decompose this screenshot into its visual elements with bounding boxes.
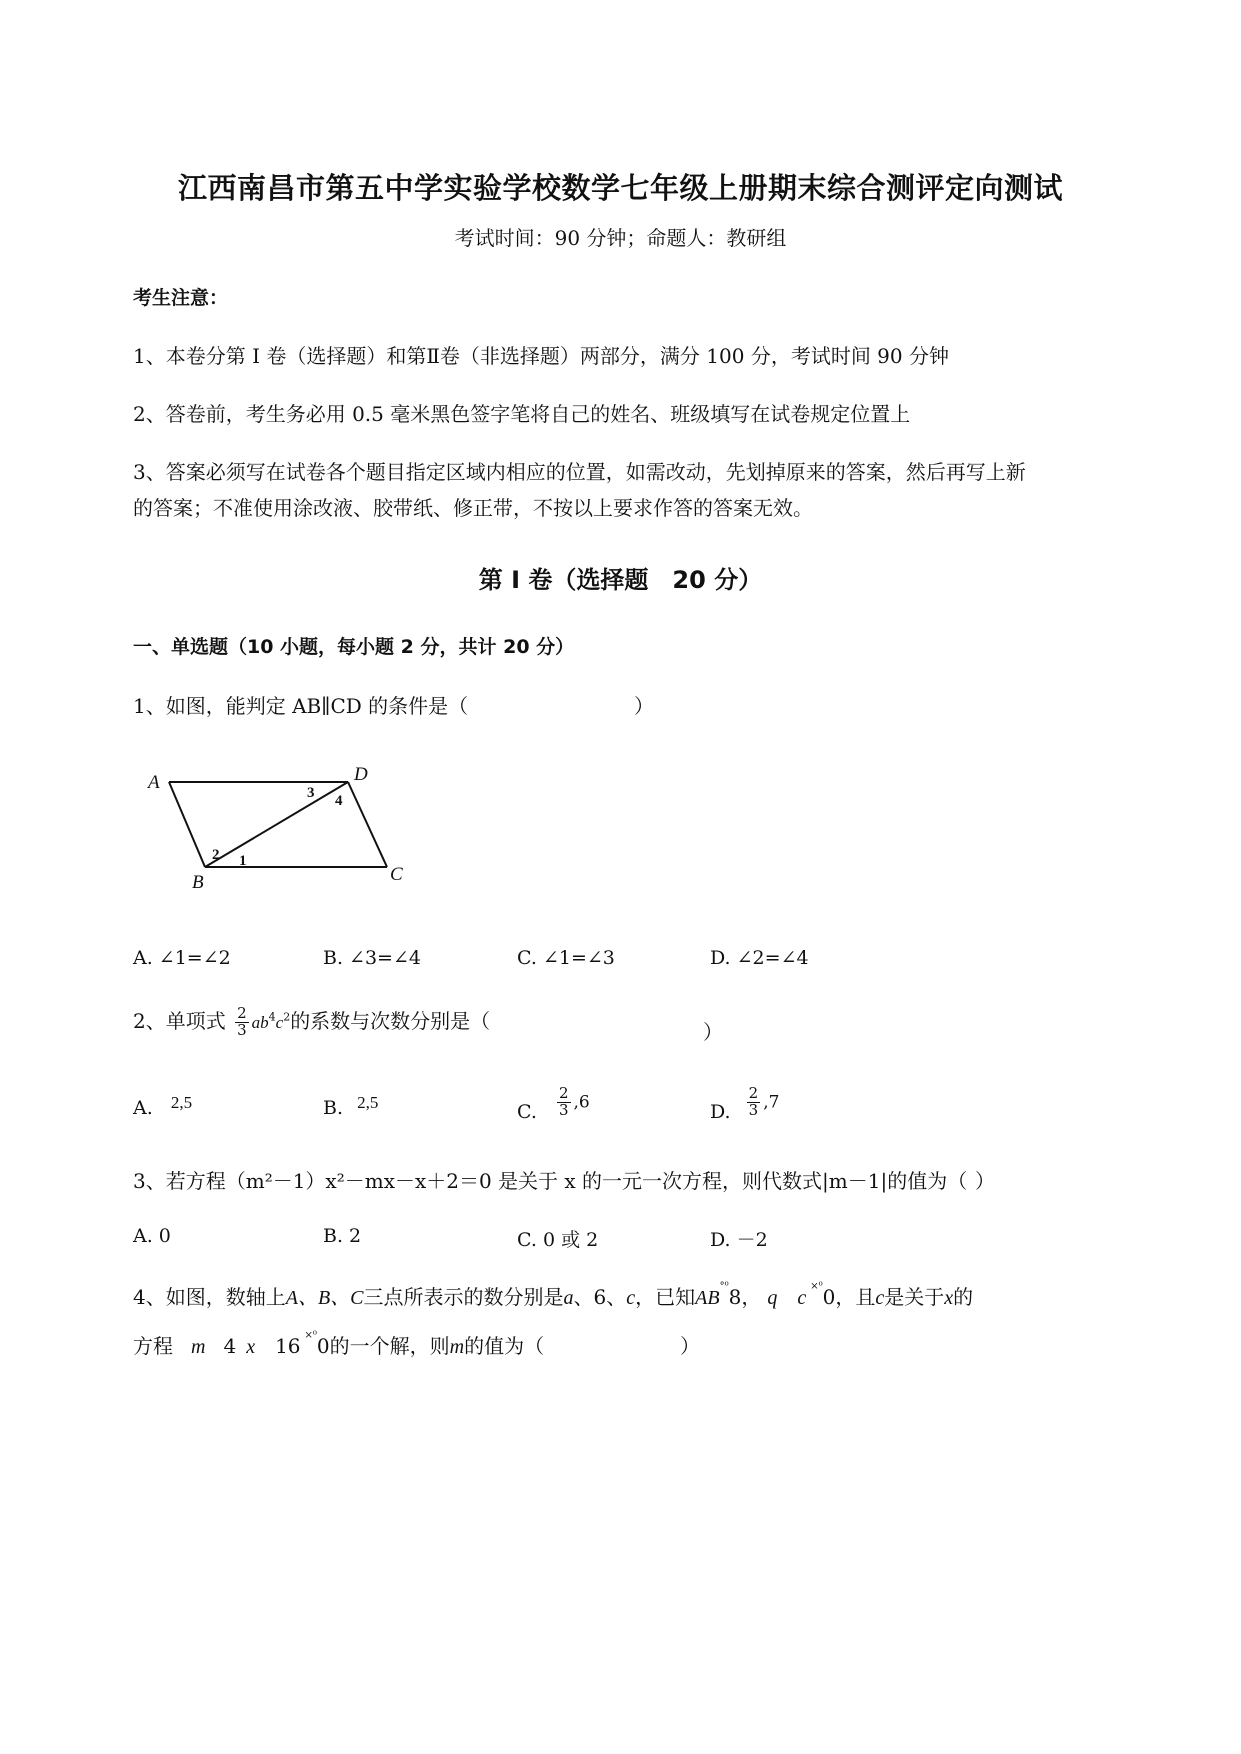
q3-option-d[interactable]: D. －2: [710, 1229, 768, 1251]
q4-l2-a: 方程: [133, 1334, 173, 1358]
q4-l2-i: 的值为（: [464, 1334, 545, 1358]
section-title: 第 I 卷（选择题 20 分）: [478, 566, 763, 594]
question-4-line-1: [133, 1281, 973, 1310]
q2-option-d-fraction: [747, 1086, 761, 1119]
q2-option-d[interactable]: [710, 1084, 780, 1124]
question-1-close: ）: [634, 694, 654, 718]
exam-info: 考试时间：90 分钟；命题人：教研组: [454, 226, 787, 250]
q4-l1-x: x: [944, 1287, 954, 1309]
q4-l1-a: 4、如图，数轴上: [133, 1285, 286, 1309]
q2-expr-c: c: [275, 1013, 284, 1032]
angle-label-3: 3: [307, 785, 315, 801]
q2-option-c-fraction: [557, 1086, 571, 1119]
q2-option-c-num: 2: [558, 1084, 569, 1102]
q1-option-d[interactable]: D. ∠2=∠4: [710, 947, 809, 969]
q2-option-d-letter: D.: [710, 1101, 731, 1124]
q2-option-a[interactable]: [133, 1093, 193, 1119]
q4-l1-g: ，已知: [635, 1285, 696, 1309]
q2-exp-b: 4: [268, 1010, 276, 1024]
q3-option-c[interactable]: C. 0 或 2: [517, 1229, 599, 1251]
vertex-label-d: D: [354, 764, 368, 785]
q4-l1-c-var: c: [626, 1287, 636, 1309]
q4-l2-x: x: [246, 1336, 256, 1358]
q4-l1-points: A、B、C: [285, 1287, 364, 1309]
page-title: 江西南昌市第五中学实验学校数学七年级上册期末综合测评定向测试: [177, 171, 1063, 205]
angle-label-1: 1: [239, 853, 247, 869]
q2-option-b-value: 2,5: [357, 1093, 379, 1112]
angle-label-2: 2: [212, 847, 220, 863]
q4-l1-j: q c: [767, 1287, 807, 1309]
notice-heading: 考生注意：: [133, 287, 229, 309]
q2-option-c-den: 3: [558, 1100, 569, 1119]
q2-coefficient-fraction: [235, 1006, 249, 1039]
angle-label-4: 4: [335, 793, 343, 809]
q1-option-b[interactable]: B. ∠3=∠4: [323, 947, 421, 969]
q2-option-c[interactable]: [517, 1084, 590, 1124]
q2-option-b-letter: B.: [323, 1097, 344, 1119]
q2-frac-den: 3: [237, 1021, 247, 1039]
q2-expr-ab: ab: [251, 1013, 269, 1032]
q4-l1-garbled-2: ×⁰: [810, 1281, 823, 1292]
parallelogram-figure: [140, 760, 420, 900]
q1-option-a[interactable]: A. ∠1=∠2: [133, 947, 231, 969]
question-3-close: ）: [975, 1169, 995, 1193]
q4-l1-k: 0，且: [822, 1285, 876, 1309]
diagonal-bd: [205, 782, 348, 867]
q4-l2-m: m: [191, 1336, 206, 1358]
q4-l1-c2: c: [875, 1287, 885, 1309]
notice-item-3: 3、答案必须写在试卷各个题目指定区域内相应的位置，如需改动，先划掉原来的答案，然后再写上新: [133, 460, 1026, 484]
question-2-close: ）: [703, 1020, 723, 1044]
q4-l2-0: 0: [316, 1334, 330, 1358]
q2-option-a-value: 2,5: [170, 1093, 193, 1112]
vertex-label-a: A: [148, 772, 160, 793]
segment-dc: [348, 782, 387, 867]
vertex-label-c: C: [390, 864, 403, 885]
q2-prefix: 2、单项式: [133, 1009, 226, 1033]
q4-l1-garbled-1: °⁰: [719, 1281, 729, 1292]
question-4-close: ）: [680, 1334, 700, 1358]
q2-option-d-den: 3: [748, 1100, 759, 1119]
q2-option-b[interactable]: [323, 1093, 379, 1119]
q2-option-c-letter: C.: [517, 1101, 537, 1124]
question-1-stem: 1、如图，能判定 AB∥CD 的条件是（: [133, 694, 469, 718]
q1-option-c[interactable]: C. ∠1=∠3: [517, 947, 615, 969]
q4-l1-m: 是关于: [884, 1285, 945, 1309]
q4-l1-a-var: a: [563, 1287, 574, 1309]
q3-option-b[interactable]: B. 2: [323, 1225, 362, 1247]
q2-option-d-tail: ,7: [763, 1092, 780, 1113]
q4-l2-4: 4: [223, 1334, 237, 1358]
notice-item-2: 2、答卷前，考生务必用 0.5 毫米黑色签字笔将自己的姓名、班级填写在试卷规定位置上: [133, 402, 911, 426]
q2-option-a-letter: A.: [133, 1097, 153, 1119]
q2-option-d-num: 2: [748, 1084, 759, 1102]
q4-l2-16: 16: [275, 1334, 301, 1358]
q4-l1-e: 、6、: [573, 1285, 627, 1309]
q4-l2-m2: m: [449, 1336, 465, 1358]
q2-frac-num: 2: [237, 1004, 247, 1023]
q4-l1-i: 8，: [728, 1285, 762, 1309]
q4-l1-c: 三点所表示的数分别是: [363, 1285, 564, 1309]
vertex-label-b: B: [192, 872, 204, 893]
segment-ab: [169, 782, 205, 867]
question-3-stem: 3、若方程（m²－1）x²－mx－x＋2＝0 是关于 x 的一元一次方程，则代数式|m－1|的值为（: [133, 1169, 968, 1193]
section-subheading: 一、单选题（10 小题，每小题 2 分，共计 20 分）: [133, 636, 575, 658]
q4-l2-garbled: ×⁰: [304, 1330, 317, 1341]
notice-item-3-cont: 的答案；不准使用涂改液、胶带纸、修正带，不按以上要求作答的答案无效。: [133, 496, 813, 520]
q4-l1-o: 的: [953, 1285, 974, 1309]
q2-exp-c: 2: [283, 1010, 291, 1024]
notice-item-1: 1、本卷分第 I 卷（选择题）和第Ⅱ卷（非选择题）两部分，满分 100 分，考试时间 90 分钟: [133, 344, 949, 368]
q4-l1-ab: AB: [695, 1287, 720, 1309]
question-2-stem: [133, 1005, 490, 1039]
question-4-line-2: [133, 1330, 544, 1359]
q2-option-c-tail: ,6: [573, 1092, 590, 1113]
q2-suffix: 的系数与次数分别是（: [290, 1009, 491, 1033]
q4-l2-g: 的一个解，则: [329, 1334, 450, 1358]
q3-option-a[interactable]: A. 0: [133, 1225, 171, 1247]
